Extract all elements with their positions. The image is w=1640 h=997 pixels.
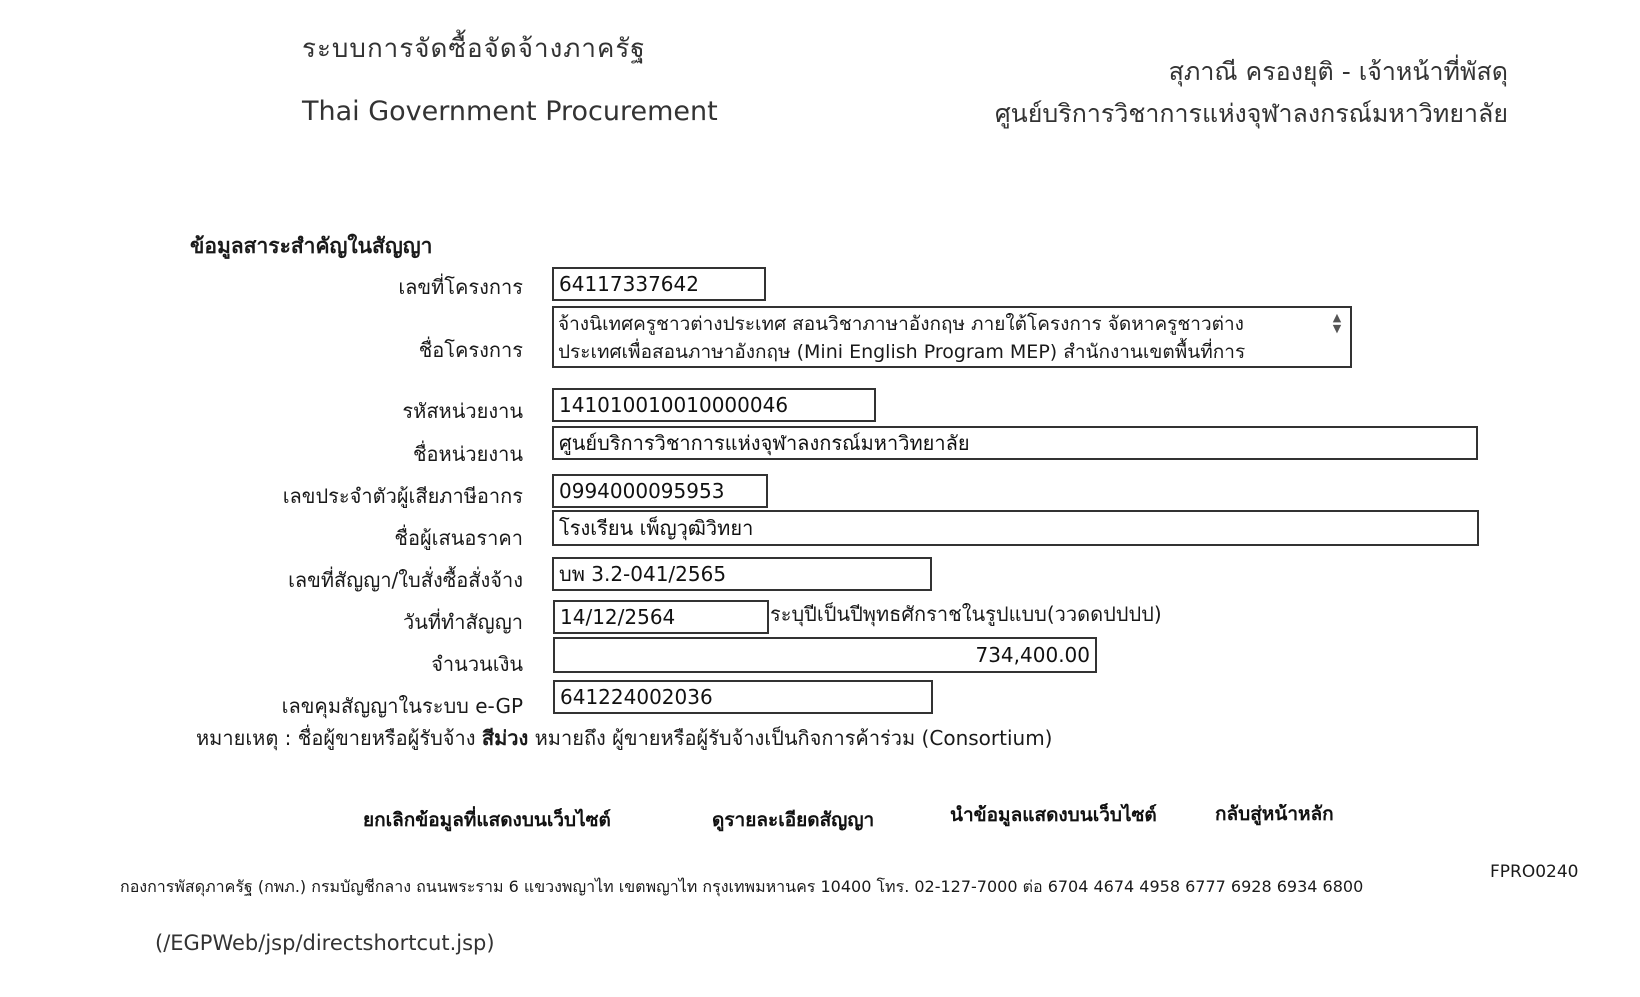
egp-control-no-field[interactable] (553, 680, 933, 714)
page-path: (/EGPWeb/jsp/directshortcut.jsp) (155, 931, 495, 955)
contract-no-label: เลขที่สัญญา/ใบสั่งซื้อสั่งจ้าง (288, 568, 523, 592)
bidder-name-label: ชื่อผู้เสนอราคา (394, 526, 523, 550)
back-to-home-link[interactable]: กลับสู่หน้าหลัก (1215, 803, 1334, 825)
project-name-text: จ้างนิเทศครูชาวต่างประเทศ สอนวิชาภาษาอังกฤษ ภายใต้โครงการ จัดหาครูชาวต่าง ประเทศเพื่อสอนภาษาอังกฤษ (Mini English Program MEP) สำนักงานเขตพื้นที่การ (558, 313, 1246, 363)
system-title-english: Thai Government Procurement (302, 96, 718, 127)
cancel-publish-link[interactable]: ยกเลิกข้อมูลที่แสดงบนเว็บไซต์ (363, 809, 611, 831)
egp-control-no-label: เลขคุมสัญญาในระบบ e-GP (281, 694, 523, 718)
page-code: FPRO0240 (1490, 862, 1579, 882)
note-prefix: หมายเหตุ : ชื่อผู้ขายหรือผู้รับจ้าง (196, 726, 476, 750)
contract-no-field[interactable] (552, 557, 932, 591)
agency-name-label: ชื่อหน่วยงาน (412, 442, 523, 466)
project-no-label: เลขที่โครงการ (398, 275, 523, 299)
amount-field[interactable] (553, 637, 1097, 673)
agency-code-label: รหัสหน่วยงาน (402, 399, 523, 423)
textarea-scroll-arrows-icon[interactable]: ▲ ▼ (1332, 311, 1342, 335)
project-name-textarea[interactable] (552, 306, 1352, 368)
section-title: ข้อมูลสาระสำคัญในสัญญา (190, 234, 433, 258)
user-organization: ศูนย์บริการวิชาการแห่งจุฬาลงกรณ์มหาวิทยาลัย (994, 99, 1508, 128)
agency-name-field[interactable] (552, 426, 1478, 460)
project-no-field[interactable] (552, 267, 766, 301)
publish-to-website-link[interactable]: นำข้อมูลแสดงบนเว็บไซต์ (950, 804, 1157, 826)
project-name-label: ชื่อโครงการ (418, 338, 523, 362)
agency-code-field[interactable] (552, 388, 876, 422)
contract-date-field[interactable] (553, 600, 769, 634)
note-highlight: สีม่วง (481, 726, 529, 750)
contract-date-label: วันที่ทำสัญญา (402, 610, 523, 634)
note-suffix: หมายถึง ผู้ขายหรือผู้รับจ้างเป็นกิจการค้าร่วม (Consortium) (534, 726, 1053, 750)
system-title-thai: ระบบการจัดซื้อจัดจ้างภาครัฐ (302, 34, 646, 64)
tax-id-field[interactable] (552, 474, 768, 508)
bidder-name-field[interactable] (552, 510, 1479, 546)
date-format-hint: ระบุปีเป็นปีพุทธศักราชในรูปแบบ(ววดดปปปป) (770, 602, 1162, 626)
user-name: สุภาณี ครองยุติ - เจ้าหน้าที่พัสดุ (1168, 57, 1508, 86)
amount-label: จำนวนเงิน (431, 652, 523, 676)
footer-address: กองการพัสดุภาครัฐ (กพภ.) กรมบัญชีกลาง ถนนพระราม 6 แขวงพญาไท เขตพญาไท กรุงเทพมหานคร 10400 โทร. 02-127-7000 ต่อ 6704 4674 4958 6777 6928 6934 6800 (120, 877, 1364, 896)
tax-id-label: เลขประจำตัวผู้เสียภาษีอากร (282, 484, 523, 508)
consortium-note (196, 722, 1052, 754)
view-contract-detail-link[interactable]: ดูรายละเอียดสัญญา (712, 809, 875, 831)
